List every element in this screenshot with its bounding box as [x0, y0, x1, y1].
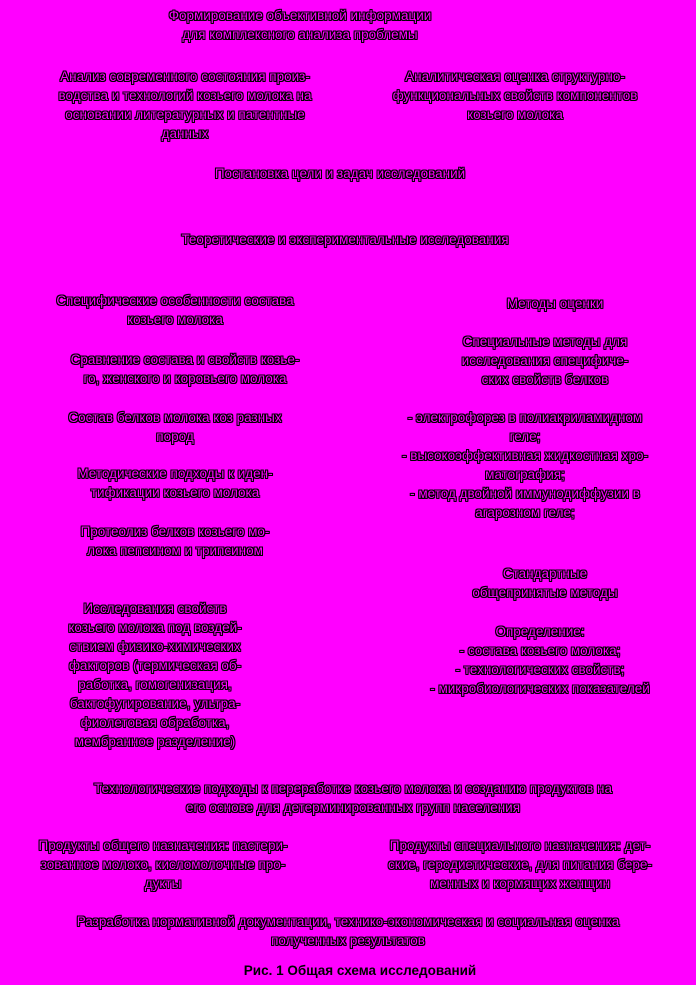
protein-composition-box: Состав белков молока коз разных пород: [68, 410, 282, 444]
physicochemical-box: Исследования свойств козьего молока под воздей- ствием физико-химических факторов (термическая об- работка, гомогенизация, бактофугирование, ультра- фиолетовая обработка, мембранное разделение): [68, 601, 242, 749]
analysis-literature-box: Анализ современного состояния произ- водства и технологий козьего молока на основании литературных и патентные данных: [58, 69, 312, 141]
goal-box: Постановка цели и задач исследований: [214, 166, 466, 181]
figure-caption: Рис. 1 Общая схема исследований: [243, 963, 477, 978]
general-products-box: Продукты общего назначения: пастери- зованное молоко, кисломолочные про- дукты: [38, 838, 288, 891]
analysis-structure-box: Аналитическая оценка структурно- функциональных свойств компонентов козьего молока: [392, 69, 638, 122]
research-box: Теоретические и экспериментальные исследования: [181, 232, 509, 247]
special-methods-list: - электрофорез в полиакриламидном геле; - высокоэффективная жидкостная хро- матография; - метод двойной иммунодиффузии в агарозном геле;: [402, 410, 648, 520]
documentation-box: Разработка нормативной документации, технико-экономическая и социальная оценка полученных результатов: [76, 914, 620, 948]
proteolysis-box: Протеолиз белков козьего мо- лока пепсином и трипсином: [80, 524, 270, 558]
identification-box: Методические подходы к иден- тификации козьего молока: [77, 466, 273, 500]
special-methods-box: Специальные методы для исследования специфиче- ских свойств белков: [461, 334, 629, 387]
determination-list: Определение: - состава козьего молока; - технологических свойств; - микробиологических показателей: [430, 624, 650, 696]
standard-methods-box: Стандартные общепринятые методы: [472, 566, 618, 600]
evaluation-methods-box: Методы оценки: [506, 296, 604, 311]
technology-box: Технологические подходы к переработке козьего молока и созданию продуктов на его основе для детерминированных групп населения: [94, 781, 612, 815]
comparison-box: Сравнение состава и свойств козье- го, женского и коровьего молока: [70, 352, 300, 386]
special-products-box: Продукты специального назначения: дет- ские, геродиетические, для питания бере- менных и кормящих женщин: [388, 838, 652, 891]
specific-features-box: Специфические особенности состава козьего молока: [56, 293, 294, 327]
top-title: Формирование объективной информации для комплексного анализа проблемы: [168, 8, 432, 42]
